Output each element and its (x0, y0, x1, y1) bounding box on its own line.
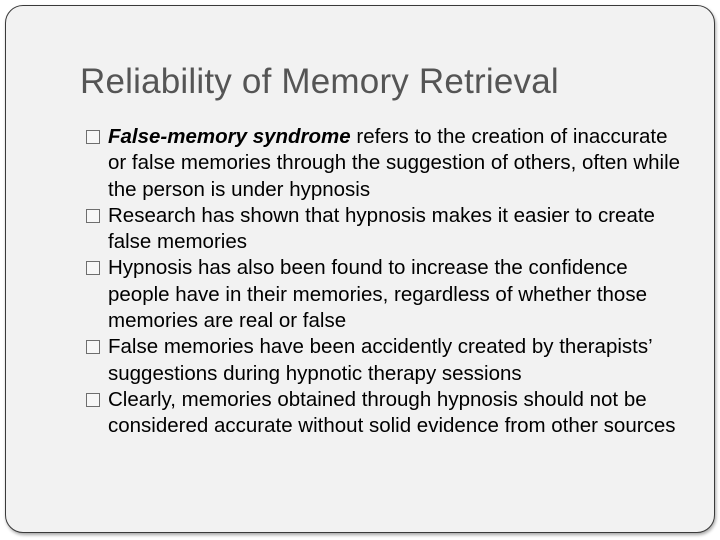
bullet-text: Hypnosis has also been found to increase the confidence people have in their memories, regardless of whether those memories are real or false (108, 256, 647, 333)
bullet-text: Research has shown that hypnosis makes it easier to create false memories (108, 203, 655, 254)
bullet-text: Clearly, memories obtained through hypnosis should not be considered accurate without solid evidence from other sources (108, 387, 676, 438)
bullet-item (84, 203, 684, 256)
bullet-box-icon (86, 340, 100, 354)
bullet-item (84, 124, 684, 203)
bullet-text: False memories have been accidently created by therapists’ suggestions during hypnotic therapy sessions (108, 335, 652, 385)
bullet-text: refers to the creation of inaccurate or false memories through the suggestion of others, often while the person is under hypnosis (108, 125, 681, 201)
slide-title: Reliability of Memory Retrieval (80, 62, 559, 101)
bullet-box-icon (86, 130, 100, 144)
bullet-item (84, 334, 684, 387)
slide (5, 5, 715, 533)
bullet-box-icon (86, 261, 100, 275)
bullet-item (84, 387, 684, 440)
bullet-emphasis: False-memory syndrome (108, 125, 351, 148)
bullet-item (84, 255, 684, 334)
bullet-box-icon (86, 209, 100, 223)
bullet-list (84, 124, 684, 440)
bullet-box-icon (86, 393, 100, 407)
